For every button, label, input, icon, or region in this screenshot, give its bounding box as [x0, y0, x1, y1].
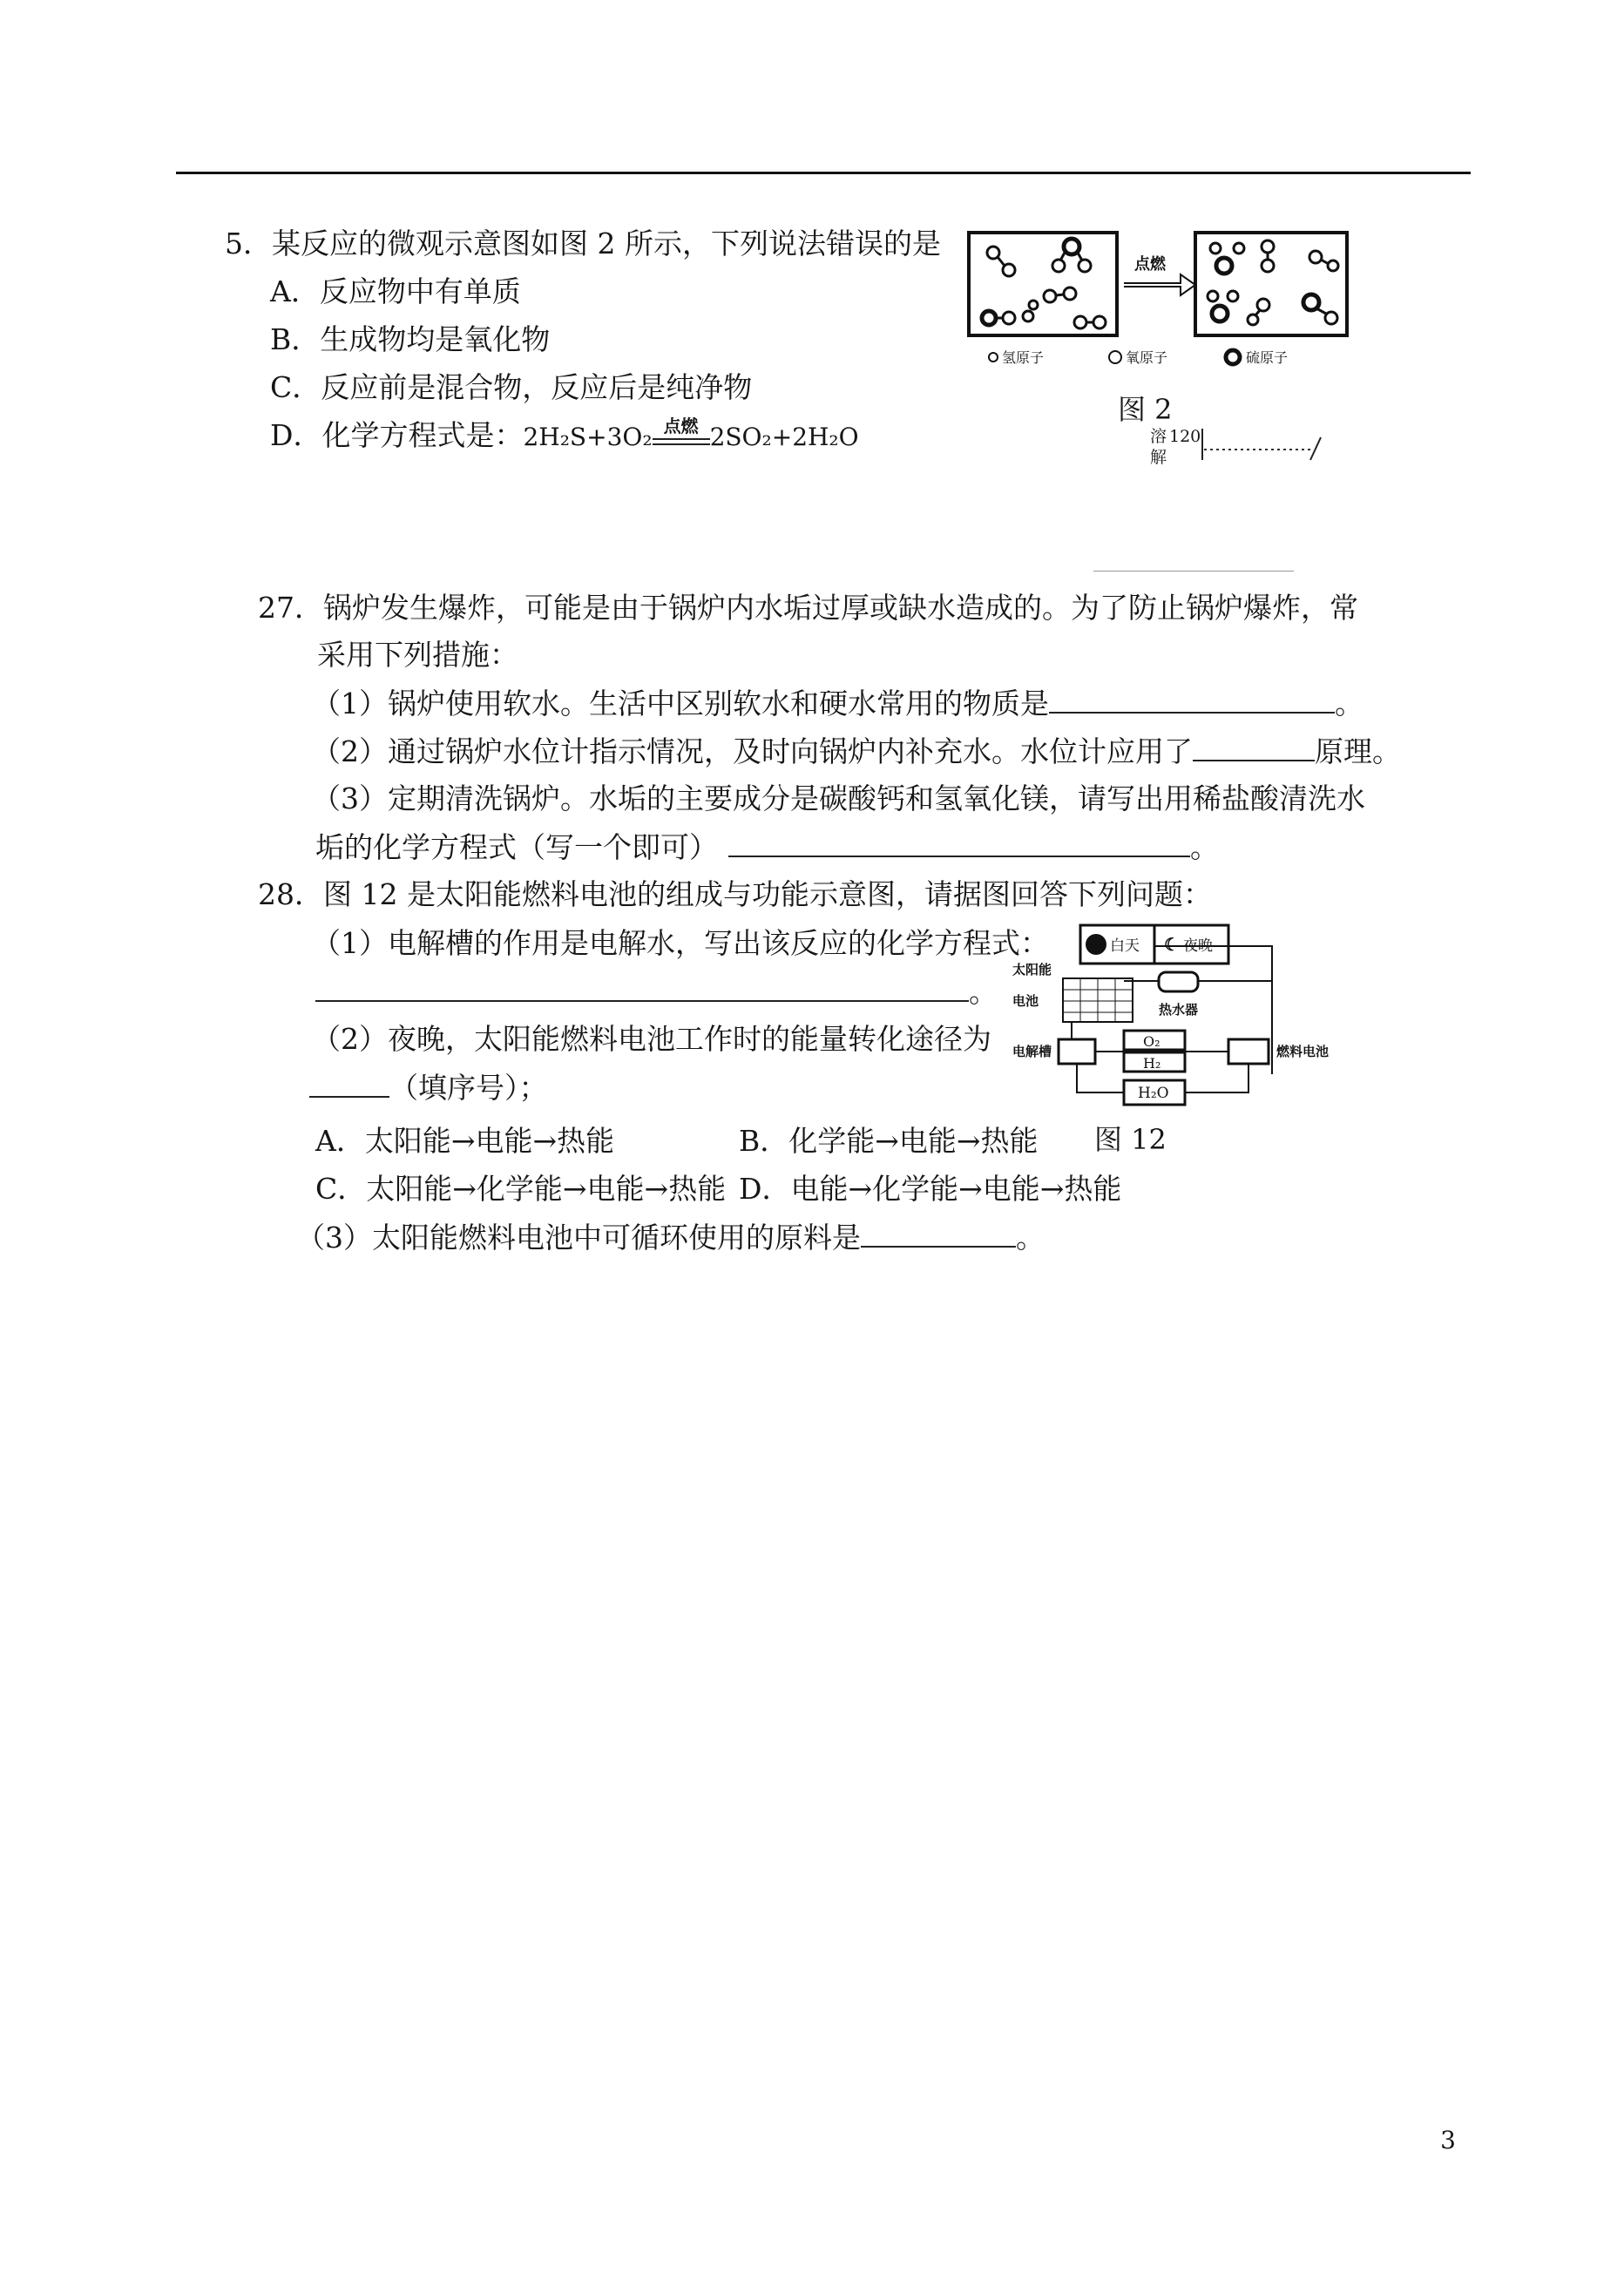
- q27-item-3-end: 。: [1190, 830, 1219, 864]
- q28-item-3-end: 。: [1016, 1221, 1045, 1255]
- q5-figure-2: [967, 231, 1350, 379]
- fig2-legend-s: 硫原子: [1246, 349, 1289, 366]
- q5-option-d: [270, 418, 859, 455]
- q5-eq-condition: 点燃: [663, 416, 699, 436]
- page-number: 3: [1440, 2126, 1456, 2154]
- fragment-label-2: 解: [1150, 448, 1167, 467]
- q27-item-1-end: 。: [1335, 687, 1363, 720]
- q28-item-2-text: （填序号）；: [389, 1071, 548, 1105]
- q28-item-1-end: 。: [969, 975, 998, 1009]
- scan-line-fragment: [1093, 571, 1294, 572]
- q28-item-1: （1）电解槽的作用是电解水，写出该反应的化学方程式：: [312, 926, 1049, 960]
- q28-option-d: D．电能→化学能→电能→热能: [739, 1172, 1122, 1206]
- q27-item-1-blank[interactable]: [1049, 686, 1335, 714]
- fragment-label-1: 溶: [1150, 427, 1167, 446]
- fig12-fuel-cell: 燃料电池: [1276, 1044, 1330, 1059]
- fig12-o2: O₂: [1143, 1033, 1160, 1050]
- fig12-heater: 热水器: [1159, 1002, 1199, 1018]
- q27-item-3-line-1: （3）定期清洗锅炉。水垢的主要成分是碳酸钙和氢氧化镁，请写出用稀盐酸清洗水: [312, 781, 1365, 815]
- fig12-day: 白天: [1110, 937, 1140, 955]
- q28-stem: 28．图 12 是太阳能燃料电池的组成与功能示意图，请据图回答下列问题：: [258, 877, 1212, 911]
- q27-stem-1: 27．锅炉发生爆炸，可能是由于锅炉内水垢过厚或缺水造成的。为了防止锅炉爆炸，常: [258, 591, 1358, 625]
- q28-item-1-answer: [315, 974, 998, 1010]
- q27-item-3-text: 垢的化学方程式（写一个即可）: [315, 830, 718, 864]
- fig12-night: 夜晚: [1183, 937, 1213, 955]
- q27-item-1-text: （1）锅炉使用软水。生活中区别软水和硬水常用的物质是: [312, 687, 1049, 720]
- q27-item-3-blank[interactable]: [728, 829, 1190, 857]
- fig12-solar-1: 太阳能: [1012, 962, 1052, 977]
- fig12-electrolyzer: 电解槽: [1012, 1044, 1052, 1059]
- q27-item-2: [312, 734, 1401, 769]
- q28-item-2-blank[interactable]: [309, 1070, 389, 1098]
- q28-item-1-blank[interactable]: [315, 974, 969, 1002]
- q5-option-c: C．反应前是混合物，反应后是纯净物: [270, 370, 753, 404]
- q27-stem-2: 采用下列措施：: [317, 638, 518, 672]
- q28-option-a: A．太阳能→电能→热能: [315, 1124, 615, 1158]
- q5-eq-arrow: [653, 416, 710, 445]
- q28-item-3: [296, 1220, 1045, 1255]
- fig12-h2o: H₂O: [1138, 1085, 1169, 1102]
- q28-item-3-blank[interactable]: [861, 1220, 1016, 1248]
- fig12-caption: 图 12: [1094, 1123, 1167, 1156]
- q5-stem: 5．某反应的微观示意图如图 2 所示，下列说法错误的是: [225, 227, 941, 260]
- q5-option-d-prefix: D．化学方程式是：: [270, 418, 524, 452]
- q27-item-2-text: （2）通过锅炉水位计指示情况，及时向锅炉内补充水。水位计应用了: [312, 734, 1193, 768]
- svg-text:☾: ☾: [1164, 934, 1180, 955]
- q28-figure-12: [1011, 922, 1333, 1118]
- fig2-caption: 图 2: [1118, 393, 1173, 426]
- q5-option-a: A．反应物中有单质: [270, 274, 521, 308]
- q27-item-3-line-2: [315, 829, 1219, 865]
- fragment-dotted-line: [1201, 425, 1331, 465]
- q28-item-3-text: （3）太阳能燃料电池中可循环使用的原料是: [296, 1221, 861, 1255]
- fig2-arrow-label: 点燃: [1134, 255, 1166, 274]
- fig12-h2: H₂: [1143, 1055, 1161, 1072]
- q5-option-b: B．生成物均是氧化物: [270, 322, 551, 356]
- q27-item-1: [312, 686, 1363, 721]
- q5-eq-right: 2SO₂+2H₂O: [709, 423, 859, 451]
- fig2-legend-h: 氢原子: [1002, 349, 1045, 366]
- q28-item-2-line-1: （2）夜晚，太阳能燃料电池工作时的能量转化途径为: [312, 1022, 991, 1056]
- fragment-value: 120: [1169, 427, 1201, 446]
- q27-item-2-end: 原理。: [1315, 734, 1401, 768]
- q28-option-b: B．化学能→电能→热能: [739, 1124, 1039, 1158]
- q27-item-2-blank[interactable]: [1193, 734, 1315, 761]
- q5-eq-left: 2H₂S+3O₂: [523, 423, 653, 451]
- header-rule: [176, 172, 1471, 174]
- fig12-solar-2: 电池: [1012, 993, 1039, 1009]
- q28-item-2-line-2: [309, 1070, 548, 1106]
- fig2-legend-o: 氧原子: [1126, 349, 1168, 366]
- q28-option-c: C．太阳能→化学能→电能→热能: [315, 1172, 727, 1206]
